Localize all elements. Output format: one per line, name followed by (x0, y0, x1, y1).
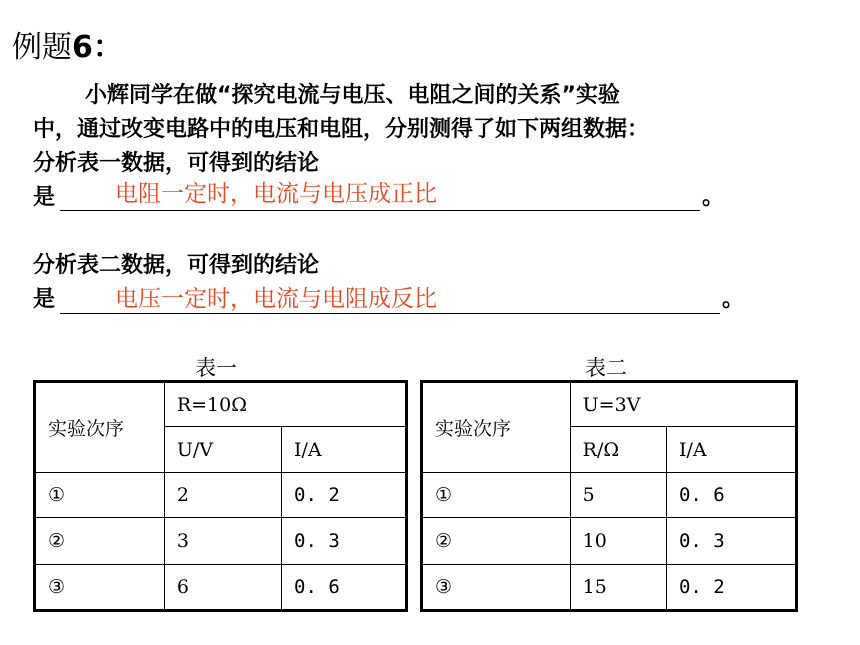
value-cell: 0. 3 (666, 518, 796, 565)
table2-caption: 表二 (585, 356, 627, 380)
value-cell: 3 (164, 518, 281, 565)
order-cell: ① (35, 473, 165, 518)
value-cell: 10 (570, 518, 666, 565)
column-header: I/A (666, 427, 796, 473)
question-1-prompt: 分析表一数据，可得到的结论 (33, 151, 320, 176)
value-cell: 0. 6 (666, 473, 796, 518)
problem-line-1: 小辉同学在做“探究电流与电压、电阻之间的关系”实验 (85, 83, 620, 108)
value-cell: 0. 2 (282, 473, 407, 518)
table-row (35, 473, 407, 518)
value-cell: 15 (570, 565, 666, 611)
answer-1-blank (60, 210, 700, 211)
table1-caption: 表一 (195, 356, 237, 380)
table-row (422, 473, 797, 518)
table-row (422, 382, 797, 427)
table-row (35, 565, 407, 611)
row-header-cell: 实验次序 (35, 382, 165, 473)
question-2-prompt: 分析表二数据，可得到的结论 (33, 253, 320, 278)
value-cell: 5 (570, 473, 666, 518)
order-cell: ① (422, 473, 571, 518)
answer-2-end: 。 (722, 287, 745, 312)
answer-2: 电压一定时，电流与电阻成反比 (115, 286, 437, 312)
value-cell: 2 (164, 473, 281, 518)
question-2-is: 是 (33, 287, 56, 312)
order-cell: ② (35, 518, 165, 565)
column-header: R/Ω (570, 427, 666, 473)
question-1-is: 是 (33, 185, 56, 210)
table1 (33, 380, 408, 612)
condition-cell: R=10Ω (164, 382, 406, 427)
column-header: U/V (164, 427, 281, 473)
table-row (35, 518, 407, 565)
answer-2-blank (60, 313, 720, 314)
title-number: 6 (72, 30, 93, 65)
answer-1: 电阻一定时，电流与电压成正比 (115, 181, 437, 207)
table-row (422, 518, 797, 565)
title-colon: ： (92, 30, 123, 65)
table-row (35, 382, 407, 427)
value-cell: 0. 2 (666, 565, 796, 611)
column-header: I/A (282, 427, 407, 473)
order-cell: ② (422, 518, 571, 565)
condition-cell: U=3V (570, 382, 796, 427)
value-cell: 6 (164, 565, 281, 611)
table-row (422, 565, 797, 611)
order-cell: ③ (35, 565, 165, 611)
example-title (12, 22, 123, 66)
order-cell: ③ (422, 565, 571, 611)
answer-1-end: 。 (702, 185, 725, 210)
value-cell: 0. 3 (282, 518, 407, 565)
row-header-cell: 实验次序 (422, 382, 571, 473)
table2 (420, 380, 798, 612)
title-prefix: 例题 (12, 30, 72, 65)
value-cell: 0. 6 (282, 565, 407, 611)
problem-line-2: 中，通过改变电路中的电压和电阻，分别测得了如下两组数据： (33, 117, 650, 142)
